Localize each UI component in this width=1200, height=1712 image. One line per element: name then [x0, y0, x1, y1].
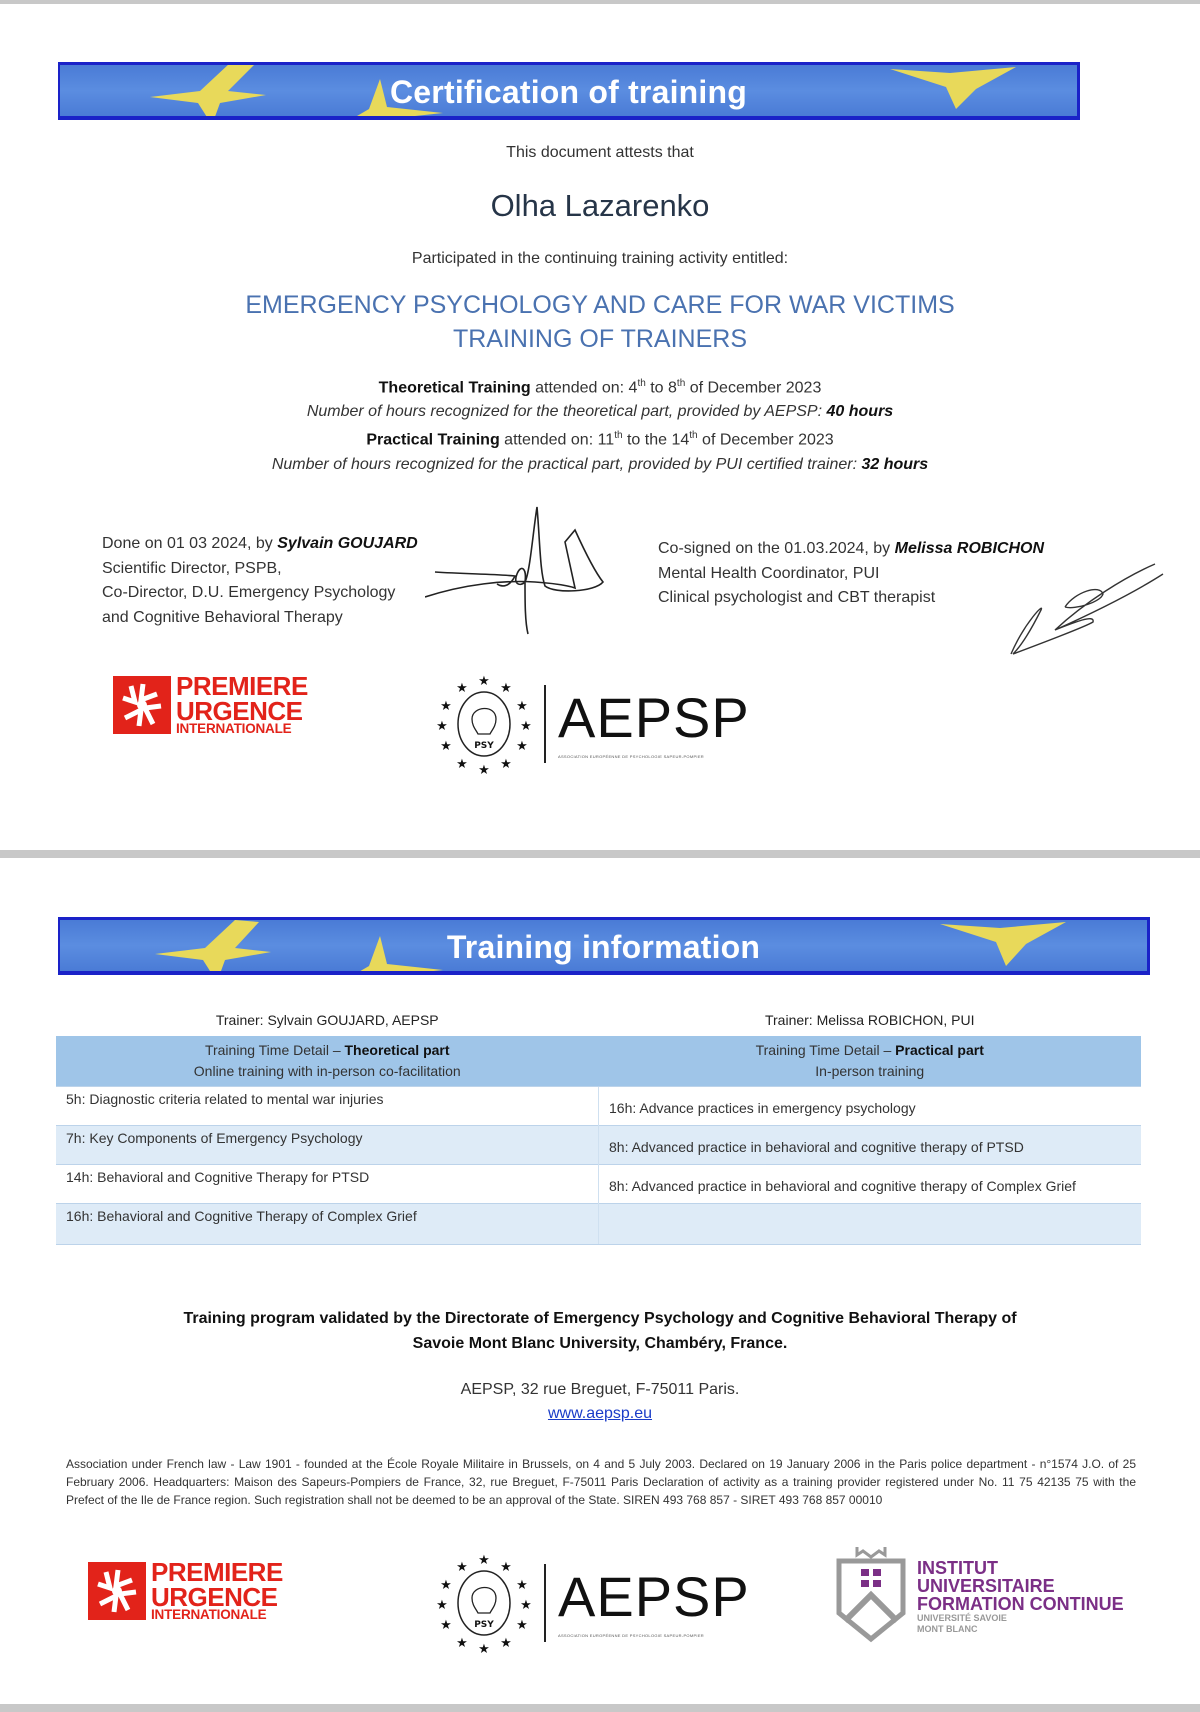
svg-text:★: ★	[440, 1578, 452, 1593]
svg-text:★: ★	[516, 1618, 528, 1633]
participated-text: Participated in the continuing training activity entitled:	[411, 250, 789, 267]
attests-text: This document attests that	[506, 144, 694, 161]
validation-statement: Training program validated by the Directorate of Emergency Psychology and Cognitive Behavioral Therapy of Savoie Mont Blanc University, Chambéry, France.	[183, 1310, 1017, 1352]
iufc-crest-icon	[835, 1543, 907, 1643]
svg-text:★: ★	[456, 1636, 468, 1651]
aepsp-wordmark: AEPSP	[558, 685, 750, 749]
training-details	[0, 372, 1200, 477]
aepsp-logo	[434, 1553, 750, 1653]
svg-text:★: ★	[516, 739, 528, 754]
aepsp-separator	[544, 1564, 546, 1642]
course-title	[0, 288, 1200, 356]
table-row	[56, 1165, 1141, 1204]
pui-cross-icon	[113, 676, 171, 734]
aepsp-separator	[544, 685, 546, 763]
svg-text:★: ★	[440, 1618, 452, 1633]
svg-text:★: ★	[516, 1578, 528, 1593]
svg-text:★: ★	[478, 1642, 490, 1653]
training-info-banner	[58, 917, 1150, 975]
svg-text:★: ★	[440, 699, 452, 714]
trainers-row	[56, 1012, 1141, 1028]
course-title-line1: EMERGENCY PSYCHOLOGY AND CARE FOR WAR VICTIMS	[245, 291, 955, 319]
legal-notice: Association under French law - Law 1901 - founded at the École Royale Militaire in Brussels, on 4 and 5 July 2003. Declared on 19 January 2006 in the Paris police department - n°1574 J.O. of 25 February 2006. Headquarters: Maison des Sapeurs-Pompiers de France, 32, rue Breguet, F-75011 Paris Declaration of activity as a training provider registered under No. 11 75 42135 75 with the Prefect of the Ile de France region. Such registration shall not be deemed to be an approval of the State. SIREN 493 768 857 - SIRET 493 768 857 00010	[66, 1457, 1136, 1507]
aepsp-logo	[434, 674, 750, 774]
svg-text:★: ★	[478, 763, 490, 774]
svg-text:★: ★	[516, 699, 528, 714]
signer2-block: Co-signed on the 01.03.2024, by Melissa ROBICHON Mental Health Coordinator, PUI Clinical psychologist and CBT therapist	[658, 540, 1044, 606]
svg-text:★: ★	[500, 681, 512, 696]
table-cell: 8h: Advanced practice in behavioral and cognitive therapy of Complex Grief	[599, 1165, 1142, 1204]
signer1-block: Done on 01 03 2024, by Sylvain GOUJARD Scientific Director, PSPB, Co-Director, D.U. Emergency Psychology and Cognitive Behavioral Therapy	[102, 535, 418, 626]
svg-text:★: ★	[436, 1598, 448, 1613]
svg-text:★: ★	[500, 757, 512, 772]
svg-text:★: ★	[456, 1560, 468, 1575]
svg-text:★: ★	[456, 757, 468, 772]
svg-text:★: ★	[456, 681, 468, 696]
signature-goujard-icon	[425, 502, 625, 637]
aepsp-wordmark: AEPSP	[558, 1564, 750, 1628]
table-header-practical: Training Time Detail – Practical part In-person training	[599, 1036, 1142, 1087]
aepsp-tagline: ASSOCIATION EUROPÉENNE DE PSYCHOLOGIE SAPEUR-POMPIER	[558, 753, 704, 759]
svg-text:PSY: PSY	[474, 741, 494, 751]
table-cell: 5h: Diagnostic criteria related to mental war injuries	[56, 1087, 599, 1126]
signer1-name: Sylvain GOUJARD	[277, 535, 418, 552]
training-time-table	[56, 1036, 1141, 1245]
table-row	[56, 1126, 1141, 1165]
banner-title: Certification of training	[390, 74, 747, 110]
certificate-page-1	[0, 4, 1200, 850]
table-cell: 7h: Key Components of Emergency Psychology	[56, 1126, 599, 1165]
course-title-line2: TRAINING OF TRAINERS	[452, 325, 747, 353]
table-row	[56, 1087, 1141, 1126]
iufc-logo: INSTITUT UNIVERSITAIRE FORMATION CONTINUE UNIVERSITÉ SAVOIE MONT BLANC	[835, 1543, 1124, 1643]
table-header-theoretical: Training Time Detail – Theoretical part Online training with in-person co-facilitation	[56, 1036, 599, 1087]
signature-robichon-icon	[1005, 562, 1165, 662]
table-cell: 16h: Advance practices in emergency psychology	[599, 1087, 1142, 1126]
table-cell	[599, 1204, 1142, 1245]
table-cell: 14h: Behavioral and Cognitive Therapy for PTSD	[56, 1165, 599, 1204]
theoretical-hours: Number of hours recognized for the theoretical part, provided by AEPSP: 40 hours	[306, 403, 894, 421]
svg-text:★: ★	[478, 674, 490, 689]
svg-text:★: ★	[436, 719, 448, 734]
signer2-name: Melissa ROBICHON	[894, 540, 1044, 557]
website-link[interactable]: www.aepsp.eu	[547, 1405, 653, 1422]
svg-text:★: ★	[500, 1636, 512, 1651]
pui-wordmark: PREMIERE URGENCE INTERNATIONALE	[151, 1557, 283, 1623]
pui-logo	[88, 1557, 283, 1623]
table-cell: 8h: Advanced practice in behavioral and cognitive therapy of PTSD	[599, 1126, 1142, 1165]
pui-logo	[113, 671, 308, 737]
practical-attendance: Practical Training attended on: 11th to the 14th of December 2023	[366, 430, 834, 449]
aepsp-emblem-icon	[434, 674, 534, 774]
svg-text:★: ★	[478, 1553, 490, 1568]
pui-wordmark: PREMIERE URGENCE INTERNATIONALE	[176, 671, 308, 737]
trainer-right: Trainer: Melissa ROBICHON, PUI	[764, 1012, 975, 1028]
svg-text:★: ★	[500, 1560, 512, 1575]
recipient-name: Olha Lazarenko	[490, 188, 710, 223]
address-text: AEPSP, 32 rue Breguet, F-75011 Paris.	[460, 1381, 740, 1398]
certification-banner	[58, 62, 1080, 120]
svg-text:★: ★	[520, 719, 532, 734]
trainer-left: Trainer: Sylvain GOUJARD, AEPSP	[215, 1012, 439, 1028]
svg-text:★: ★	[520, 1598, 532, 1613]
aepsp-emblem-icon	[434, 1553, 534, 1653]
practical-hours: Number of hours recognized for the practical part, provided by PUI certified trainer: 32 hours	[271, 455, 929, 473]
banner-title: Training information	[446, 929, 761, 965]
svg-text:★: ★	[440, 739, 452, 754]
pui-cross-icon	[88, 1562, 146, 1620]
theoretical-attendance: Theoretical Training attended on: 4th to 8th of December 2023	[378, 378, 822, 397]
table-row	[56, 1204, 1141, 1245]
svg-text:PSY: PSY	[474, 1620, 494, 1630]
table-cell: 16h: Behavioral and Cognitive Therapy of Complex Grief	[56, 1204, 599, 1245]
aepsp-tagline: ASSOCIATION EUROPÉENNE DE PSYCHOLOGIE SAPEUR-POMPIER	[558, 1632, 704, 1638]
